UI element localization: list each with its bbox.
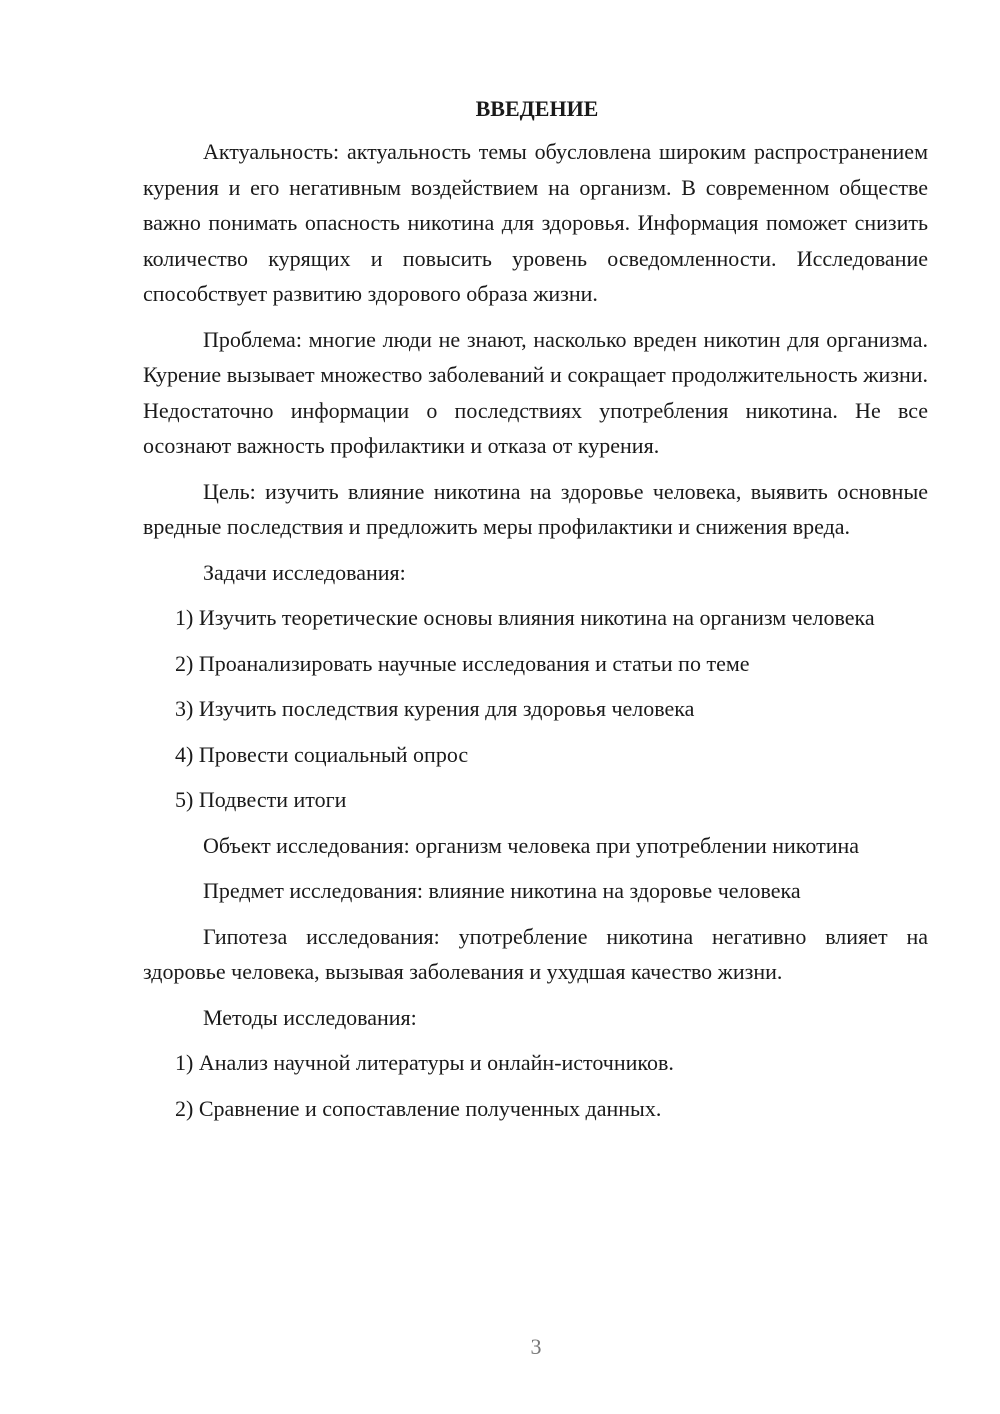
hypothesis-paragraph: Гипотеза исследования: употребление никотина негативно влияет на здоровье человека, вызывая заболевания и ухудшая качество жизни.: [143, 923, 928, 984]
page-content: [143, 94, 928, 1136]
task-item-5: 5) Подвести итоги: [175, 787, 347, 812]
page-title: ВВЕДЕНИЕ: [475, 96, 599, 121]
task-item-1: 1) Изучить теоретические основы влияния никотина на организм человека: [175, 605, 875, 630]
task-item-2: 2) Проанализировать научные исследования и статьи по теме: [175, 650, 750, 676]
subject-paragraph: Предмет исследования: влияние никотина на здоровье человека: [203, 878, 801, 903]
relevance-paragraph: Актуальность: актуальность темы обусловлена широким распространением курения и его негативным воздействием на организм. В современном обществе важно понимать опасность никотина для здоровья. Информация поможет снизить количество курящих и повысить уровень осведомленности. Исследование способствует развитию здорового образа жизни.: [143, 139, 928, 306]
page-number: 3: [530, 1334, 542, 1359]
tasks-heading: Задачи исследования:: [203, 559, 406, 585]
method-item-2: 2) Сравнение и сопоставление полученных данных.: [175, 1095, 662, 1121]
task-item-3: 3) Изучить последствия курения для здоровья человека: [175, 696, 695, 721]
methods-heading: Методы исследования:: [203, 1004, 417, 1030]
object-paragraph: Объект исследования: организм человека при употреблении никотина: [203, 832, 860, 858]
goal-paragraph: Цель: изучить влияние никотина на здоровье человека, выявить основные вредные последствия и предложить меры профилактики и снижения вреда.: [143, 478, 928, 539]
task-item-4: 4) Провести социальный опрос: [175, 741, 469, 767]
problem-paragraph: Проблема: многие люди не знают, насколько вреден никотин для организма. Курение вызывает множество заболеваний и сокращает продолжительность жизни. Недостаточно информации о последствиях употребления никотина. Не все осознают важность профилактики и отказа от курения.: [143, 326, 928, 458]
method-item-1: 1) Анализ научной литературы и онлайн-источников.: [175, 1050, 674, 1075]
